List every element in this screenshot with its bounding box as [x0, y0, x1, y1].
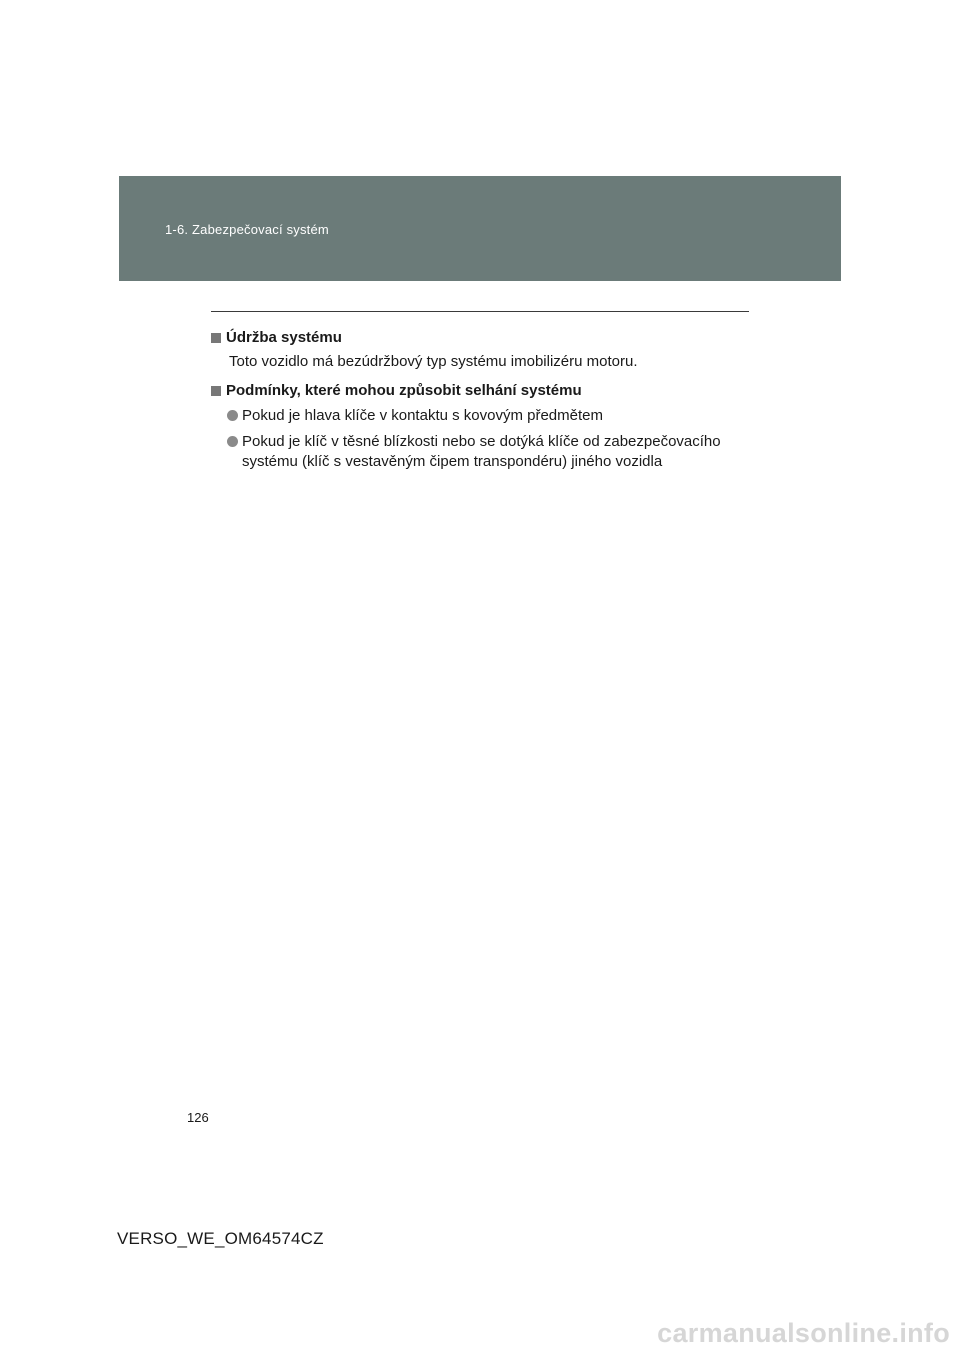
section-heading-text: Údržba systému [226, 329, 342, 346]
document-code: VERSO_WE_OM64574CZ [117, 1229, 324, 1248]
circle-bullet-icon [227, 410, 238, 421]
section-divider [211, 311, 749, 312]
list-item [227, 406, 751, 426]
page-content [211, 328, 751, 472]
list-item-text: Pokud je hlava klíče v kontaktu s kovovým předmětem [242, 407, 603, 424]
square-bullet-icon [211, 386, 221, 396]
list-item [227, 432, 751, 472]
section-heading-failure-conditions [211, 381, 751, 401]
chapter-header-band [119, 176, 841, 281]
section-heading-maintenance [211, 328, 751, 348]
section-paragraph: Toto vozidlo má bezúdržbový typ systému imobilizéru motoru. [229, 353, 638, 370]
square-bullet-icon [211, 333, 221, 343]
watermark-text: carmanualsonline.info [657, 1318, 950, 1348]
page-number: 126 [187, 1110, 209, 1125]
section-heading-text: Podmínky, které mohou způsobit selhání systému [226, 382, 582, 399]
circle-bullet-icon [227, 436, 238, 447]
list-item-text: Pokud je klíč v těsné blízkosti nebo se dotýká klíče od zabezpečovacího systému (klíč s vestavěným čipem transpondéru) jiného vozidla [242, 433, 721, 470]
chapter-section-title: 1-6. Zabezpečovací systém [165, 222, 329, 237]
